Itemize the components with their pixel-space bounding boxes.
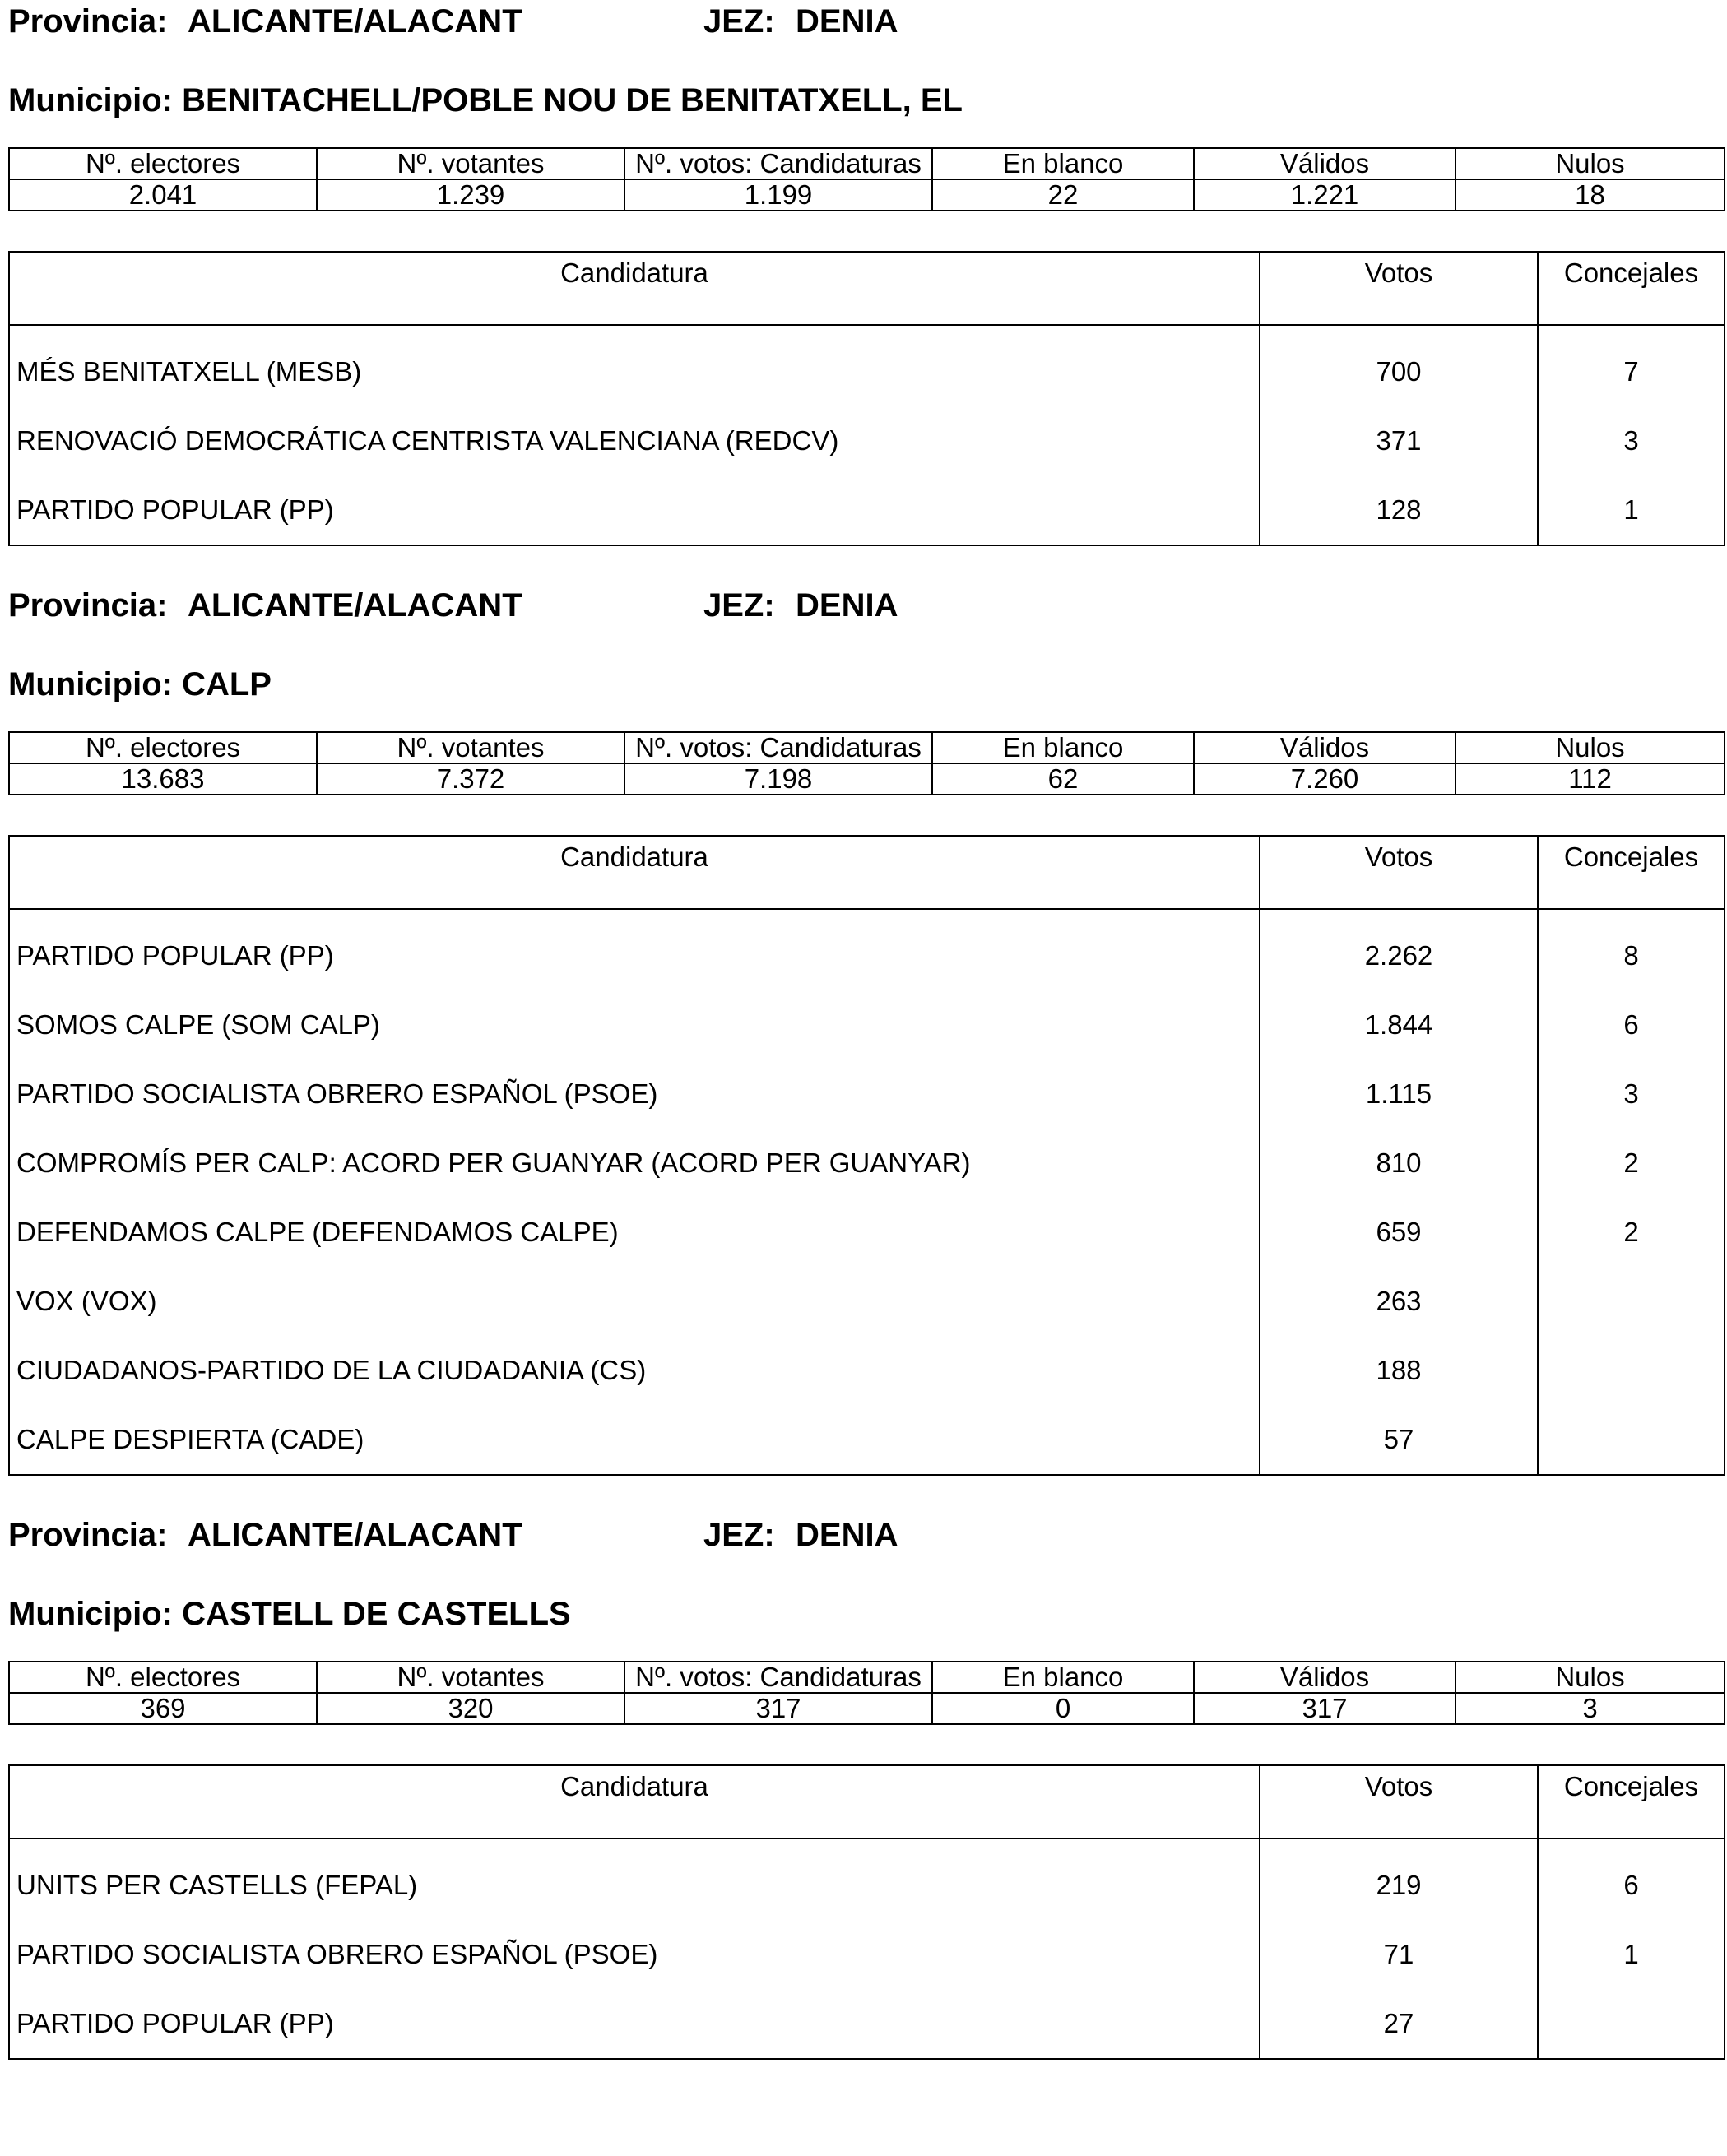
candidatura-votos: 371 (1260, 406, 1538, 475)
candidatura-row (9, 475, 1725, 545)
candidatura-concejales: 3 (1538, 1059, 1725, 1129)
stats-header-cell: En blanco (932, 732, 1194, 763)
province-header (8, 0, 1724, 44)
candidatura-row (9, 909, 1725, 990)
candidatura-votos: 659 (1260, 1198, 1538, 1267)
candidatura-name: PARTIDO POPULAR (PP) (9, 1989, 1260, 2059)
candidatura-row (9, 1920, 1725, 1989)
stats-value-cell: 22 (932, 179, 1194, 211)
municipio-value: BENITACHELL/POBLE NOU DE BENITATXELL, EL (182, 82, 963, 118)
candidatura-row (9, 1267, 1725, 1336)
stats-value-cell: 7.198 (624, 763, 932, 795)
candidatura-concejales: 2 (1538, 1129, 1725, 1198)
candidatura-votos: 810 (1260, 1129, 1538, 1198)
stats-value-cell: 2.041 (9, 179, 317, 211)
municipio-label: Municipio: (8, 82, 173, 118)
stats-header-cell: Nº. votos: Candidaturas (624, 1662, 932, 1693)
candidaturas-table (8, 1764, 1725, 2060)
stats-header-row (9, 1662, 1725, 1693)
municipio-heading (8, 77, 1724, 124)
stats-header-cell: Nulos (1455, 148, 1725, 179)
candidatura-name: PARTIDO SOCIALISTA OBRERO ESPAÑOL (PSOE) (9, 1059, 1260, 1129)
stats-header-cell: Nº. votantes (317, 732, 624, 763)
stats-header-cell: Válidos (1194, 732, 1455, 763)
stats-value-cell: 7.372 (317, 763, 624, 795)
candidatura-concejales (1538, 1989, 1725, 2059)
candidatura-concejales: 6 (1538, 1838, 1725, 1920)
candidatura-concejales (1538, 1405, 1725, 1475)
jez-label: JEZ: (703, 3, 775, 39)
stats-header-cell: En blanco (932, 148, 1194, 179)
stats-value-cell: 7.260 (1194, 763, 1455, 795)
municipality-section (8, 584, 1724, 1476)
candidatura-name: CALPE DESPIERTA (CADE) (9, 1405, 1260, 1475)
stats-header-cell: Válidos (1194, 1662, 1455, 1693)
candidatura-concejales (1538, 1267, 1725, 1336)
candidatura-concejales: 7 (1538, 325, 1725, 406)
municipio-heading (8, 1591, 1724, 1638)
provincia-label: Provincia: (8, 3, 168, 39)
candidatura-name: UNITS PER CASTELLS (FEPAL) (9, 1838, 1260, 1920)
provincia-value: ALICANTE/ALACANT (188, 587, 522, 624)
stats-header-cell: Nº. electores (9, 148, 317, 179)
stats-table (8, 1661, 1725, 1725)
candidatura-name: MÉS BENITATXELL (MESB) (9, 325, 1260, 406)
municipio-label: Municipio: (8, 1596, 173, 1632)
municipio-value: CALP (182, 666, 272, 702)
province-header (8, 584, 1724, 628)
stats-value-row (9, 1693, 1725, 1724)
candidatura-row (9, 1336, 1725, 1405)
votos-header: Votos (1260, 1765, 1538, 1838)
stats-value-row (9, 179, 1725, 211)
candidatura-row (9, 1129, 1725, 1198)
stats-value-cell: 62 (932, 763, 1194, 795)
candidatura-name: PARTIDO POPULAR (PP) (9, 909, 1260, 990)
stats-value-cell: 317 (624, 1693, 932, 1724)
stats-value-cell: 317 (1194, 1693, 1455, 1724)
stats-header-cell: Nº. votantes (317, 148, 624, 179)
votos-header: Votos (1260, 252, 1538, 325)
stats-value-cell: 3 (1455, 1693, 1725, 1724)
candidatura-concejales (1538, 1336, 1725, 1405)
stats-header-cell: En blanco (932, 1662, 1194, 1693)
jez-value: DENIA (796, 587, 898, 624)
stats-value-cell: 1.221 (1194, 179, 1455, 211)
candidaturas-table (8, 835, 1725, 1476)
candidatura-name: CIUDADANOS-PARTIDO DE LA CIUDADANIA (CS) (9, 1336, 1260, 1405)
candidatura-row (9, 1989, 1725, 2059)
stats-header-cell: Nº. votos: Candidaturas (624, 148, 932, 179)
provincia-label: Provincia: (8, 1517, 168, 1553)
candidatura-row (9, 1198, 1725, 1267)
municipio-value: CASTELL DE CASTELLS (182, 1596, 571, 1632)
candidatura-name: SOMOS CALPE (SOM CALP) (9, 990, 1260, 1059)
candidatura-votos: 263 (1260, 1267, 1538, 1336)
concejales-header: Concejales (1538, 252, 1725, 325)
votos-header: Votos (1260, 836, 1538, 909)
candidatura-row (9, 325, 1725, 406)
candidatura-votos: 57 (1260, 1405, 1538, 1475)
candidatura-concejales: 1 (1538, 475, 1725, 545)
stats-value-cell: 1.239 (317, 179, 624, 211)
candidaturas-header-row (9, 836, 1725, 909)
candidaturas-table (8, 251, 1725, 546)
candidatura-votos: 188 (1260, 1336, 1538, 1405)
candidatura-header: Candidatura (9, 252, 1260, 325)
stats-value-cell: 369 (9, 1693, 317, 1724)
municipality-section (8, 1514, 1724, 2060)
jez-value: DENIA (796, 1517, 898, 1553)
candidatura-row (9, 1405, 1725, 1475)
municipality-section (8, 0, 1724, 546)
stats-header-cell: Nulos (1455, 732, 1725, 763)
province-header (8, 1514, 1724, 1557)
candidatura-row (9, 1838, 1725, 1920)
candidatura-name: COMPROMÍS PER CALP: ACORD PER GUANYAR (ACORD PER GUANYAR) (9, 1129, 1260, 1198)
stats-header-cell: Nº. electores (9, 1662, 317, 1693)
candidatura-votos: 1.844 (1260, 990, 1538, 1059)
candidatura-concejales: 6 (1538, 990, 1725, 1059)
candidatura-votos: 700 (1260, 325, 1538, 406)
stats-value-cell: 18 (1455, 179, 1725, 211)
candidatura-votos: 2.262 (1260, 909, 1538, 990)
stats-header-row (9, 732, 1725, 763)
candidatura-row (9, 406, 1725, 475)
concejales-header: Concejales (1538, 1765, 1725, 1838)
jez-value: DENIA (796, 3, 898, 39)
candidatura-votos: 71 (1260, 1920, 1538, 1989)
stats-value-cell: 1.199 (624, 179, 932, 211)
stats-header-cell: Nº. electores (9, 732, 317, 763)
stats-header-cell: Nº. votantes (317, 1662, 624, 1693)
stats-value-cell: 320 (317, 1693, 624, 1724)
candidatura-concejales: 1 (1538, 1920, 1725, 1989)
stats-value-cell: 0 (932, 1693, 1194, 1724)
candidatura-name: DEFENDAMOS CALPE (DEFENDAMOS CALPE) (9, 1198, 1260, 1267)
jez-label: JEZ: (703, 1517, 775, 1553)
stats-header-cell: Nº. votos: Candidaturas (624, 732, 932, 763)
stats-header-cell: Válidos (1194, 148, 1455, 179)
candidatura-votos: 1.115 (1260, 1059, 1538, 1129)
section-gap (8, 1476, 1724, 1514)
stats-value-cell: 112 (1455, 763, 1725, 795)
candidatura-concejales: 2 (1538, 1198, 1725, 1267)
candidatura-name: PARTIDO SOCIALISTA OBRERO ESPAÑOL (PSOE) (9, 1920, 1260, 1989)
stats-header-cell: Nulos (1455, 1662, 1725, 1693)
municipio-heading (8, 661, 1724, 708)
candidatura-header: Candidatura (9, 1765, 1260, 1838)
candidatura-concejales: 8 (1538, 909, 1725, 990)
candidatura-name: RENOVACIÓ DEMOCRÁTICA CENTRISTA VALENCIANA (REDCV) (9, 406, 1260, 475)
candidatura-name: VOX (VOX) (9, 1267, 1260, 1336)
provincia-label: Provincia: (8, 587, 168, 624)
candidatura-concejales: 3 (1538, 406, 1725, 475)
provincia-value: ALICANTE/ALACANT (188, 1517, 522, 1553)
provincia-value: ALICANTE/ALACANT (188, 3, 522, 39)
document (8, 0, 1724, 2060)
section-gap (8, 546, 1724, 584)
jez-label: JEZ: (703, 587, 775, 624)
stats-value-cell: 13.683 (9, 763, 317, 795)
stats-value-row (9, 763, 1725, 795)
stats-table (8, 731, 1725, 795)
municipio-label: Municipio: (8, 666, 173, 702)
candidatura-row (9, 1059, 1725, 1129)
stats-header-row (9, 148, 1725, 179)
candidatura-header: Candidatura (9, 836, 1260, 909)
candidatura-votos: 27 (1260, 1989, 1538, 2059)
candidatura-votos: 219 (1260, 1838, 1538, 1920)
candidatura-name: PARTIDO POPULAR (PP) (9, 475, 1260, 545)
candidaturas-header-row (9, 1765, 1725, 1838)
candidatura-votos: 128 (1260, 475, 1538, 545)
concejales-header: Concejales (1538, 836, 1725, 909)
stats-table (8, 147, 1725, 211)
candidaturas-header-row (9, 252, 1725, 325)
candidatura-row (9, 990, 1725, 1059)
